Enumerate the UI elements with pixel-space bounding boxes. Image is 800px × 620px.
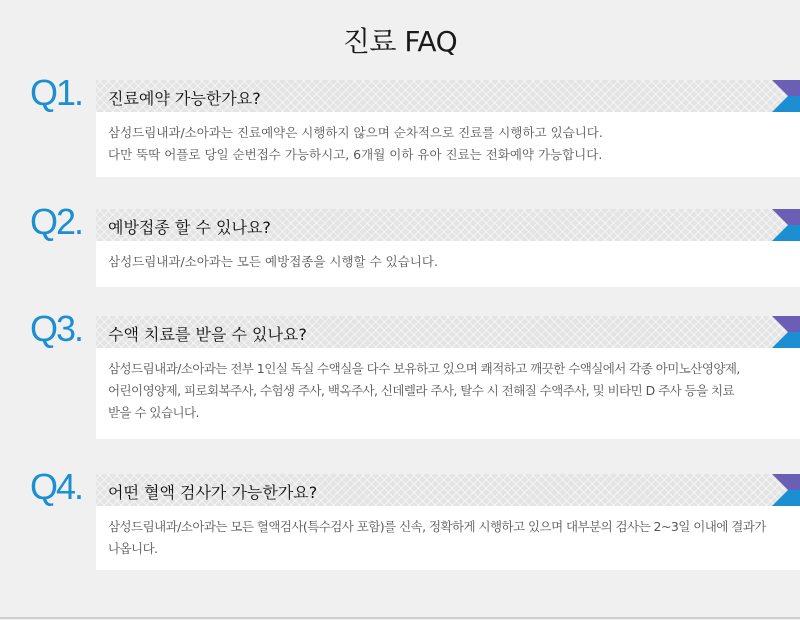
answer-box bbox=[96, 112, 800, 177]
answer-line: 삼성드림내과/소아과는 모든 예방접종을 시행할 수 있습니다. bbox=[108, 254, 438, 269]
question-bar bbox=[96, 80, 800, 112]
question-bar bbox=[96, 474, 800, 506]
answer-box bbox=[96, 241, 800, 287]
question-bar bbox=[96, 316, 800, 348]
answer-line: 나옵니다. bbox=[108, 541, 158, 556]
question-text: 어떤 혈액 검사가 가능한가요? bbox=[108, 483, 318, 502]
answer-box bbox=[96, 506, 800, 570]
question-number: Q2. bbox=[30, 201, 83, 242]
corner-arrow-icon bbox=[768, 80, 800, 112]
question-text: 수액 치료를 받을 수 있나요? bbox=[108, 325, 307, 344]
corner-arrow-icon bbox=[768, 316, 800, 348]
question-number: Q4. bbox=[30, 466, 83, 507]
question-text: 예방접종 할 수 있나요? bbox=[108, 218, 271, 237]
answer-line: 삼성드림내과/소아과는 전부 1인실 독실 수액실을 다수 보유하고 있으며 쾌적하고 깨끗한 수액실에서 각종 아미노산영양제, bbox=[108, 361, 740, 376]
question-number: Q1. bbox=[30, 72, 83, 113]
question-text: 진료예약 가능한가요? bbox=[108, 89, 261, 108]
answer-line: 다만 뚝딱 어플로 당일 순번접수 가능하시고, 6개월 이하 유아 진료는 전화예약 가능합니다. bbox=[108, 147, 603, 162]
answer-line: 어린이영양제, 피로회복주사, 수험생 주사, 백옥주사, 신데렐라 주사, 탈수 시 전해질 수액주사, 및 비타민 D 주사 등을 치료 bbox=[108, 383, 735, 398]
answer-line: 받을 수 있습니다. bbox=[108, 405, 199, 420]
question-number: Q3. bbox=[30, 308, 83, 349]
corner-arrow-icon bbox=[768, 474, 800, 506]
footer-divider bbox=[0, 617, 800, 619]
answer-line: 삼성드림내과/소아과는 진료예약은 시행하지 않으며 순차적으로 진료를 시행하고 있습니다. bbox=[108, 125, 603, 140]
answer-box bbox=[96, 348, 800, 439]
page-title: 진료 FAQ bbox=[342, 25, 458, 58]
answer-line: 삼성드림내과/소아과는 모든 혈액검사(특수검사 포함)를 신속, 정확하게 시행하고 있으며 대부분의 검사는 2~3일 이내에 결과가 bbox=[108, 519, 766, 534]
corner-arrow-icon bbox=[768, 209, 800, 241]
question-bar bbox=[96, 209, 800, 241]
